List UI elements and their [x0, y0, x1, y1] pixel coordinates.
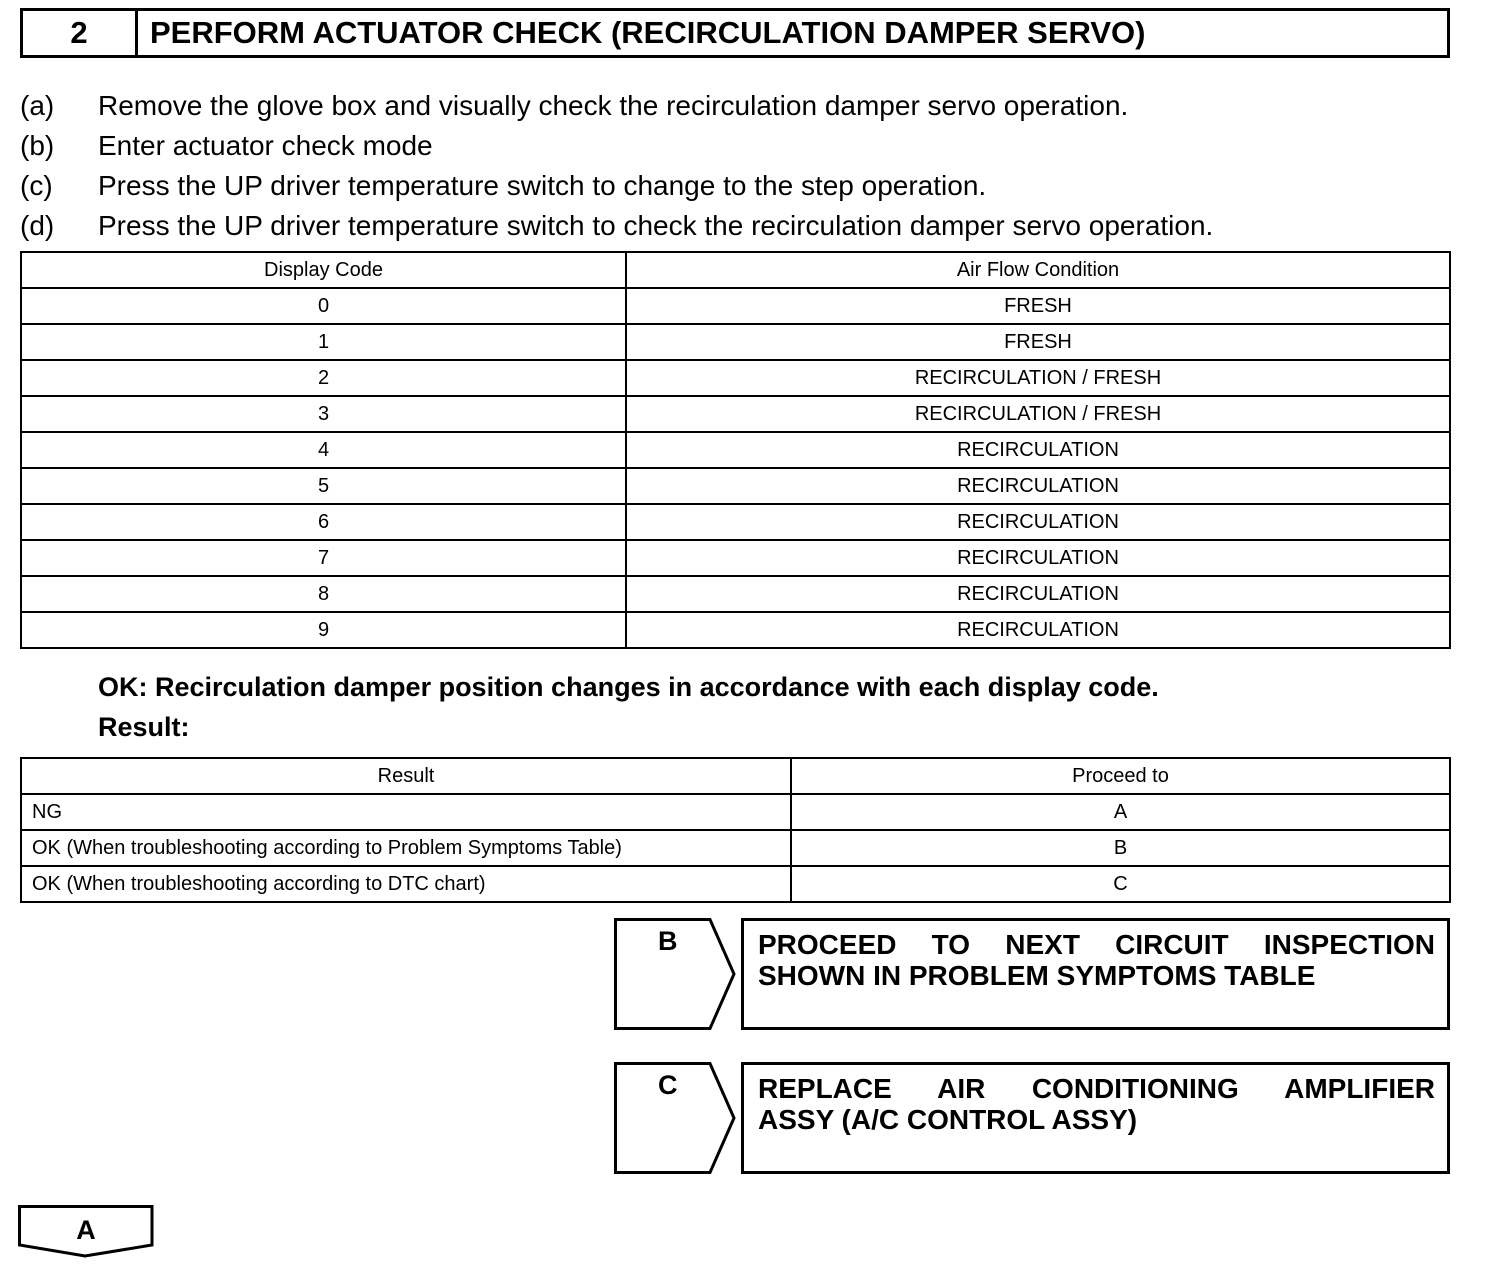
instruction-text: Press the UP driver temperature switch to check the recirculation damper servo operation. [98, 210, 1214, 241]
result-table [20, 757, 1451, 903]
instruction-item [20, 126, 1460, 166]
instruction-label: (c) [20, 170, 53, 201]
air-flow-cell: RECIRCULATION [626, 540, 1450, 576]
air-flow-cell: RECIRCULATION [626, 612, 1450, 648]
column-header-result: Result [21, 758, 791, 794]
display-code-cell: 7 [21, 540, 626, 576]
result-label: Result: [98, 712, 190, 742]
proceed-to-cell: C [791, 866, 1450, 902]
table-header-row [21, 252, 1450, 288]
action-text-line: SHOWN IN PROBLEM SYMPTOMS TABLE [758, 960, 1316, 991]
instruction-label: (d) [20, 210, 55, 241]
air-flow-cell: RECIRCULATION [626, 432, 1450, 468]
action-box-c [741, 1062, 1450, 1174]
display-code-cell: 5 [21, 468, 626, 504]
action-text-line: ASSY (A/C CONTROL ASSY) [758, 1104, 1138, 1135]
action-text-line: PROCEED TO NEXT CIRCUIT INSPECTION [758, 929, 1435, 960]
instruction-text: Press the UP driver temperature switch to change to the step operation. [98, 170, 987, 201]
instruction-item [20, 206, 1460, 246]
instruction-item [20, 166, 1460, 206]
display-code-cell: 4 [21, 432, 626, 468]
result-cell: NG [21, 794, 791, 830]
air-flow-cell: RECIRCULATION [626, 468, 1450, 504]
display-code-cell: 0 [21, 288, 626, 324]
step-title: PERFORM ACTUATOR CHECK (RECIRCULATION DAMPER SERVO) [150, 15, 1146, 50]
table-row [21, 830, 1450, 866]
action-text-line: REPLACE AIR CONDITIONING AMPLIFIER [758, 1073, 1435, 1104]
branch-arrow-a [18, 1205, 158, 1259]
air-flow-cell: RECIRCULATION / FRESH [626, 360, 1450, 396]
air-flow-cell: FRESH [626, 288, 1450, 324]
table-header-row [21, 758, 1450, 794]
branch-letter: A [76, 1215, 96, 1245]
step-number: 2 [23, 11, 138, 55]
air-flow-cell: RECIRCULATION / FRESH [626, 396, 1450, 432]
table-row [21, 360, 1450, 396]
result-cell: OK (When troubleshooting according to Problem Symptoms Table) [21, 830, 791, 866]
instruction-label: (b) [20, 130, 55, 161]
column-header-air-flow: Air Flow Condition [626, 252, 1450, 288]
instruction-item [20, 86, 1460, 126]
proceed-to-cell: B [791, 830, 1450, 866]
step-header [20, 8, 1450, 58]
instruction-list [20, 86, 1460, 246]
table-row [21, 432, 1450, 468]
air-flow-cell: RECIRCULATION [626, 504, 1450, 540]
instruction-text: Enter actuator check mode [98, 130, 433, 161]
column-header-proceed-to: Proceed to [791, 758, 1450, 794]
table-row [21, 468, 1450, 504]
table-row [21, 612, 1450, 648]
branch-arrow-c [614, 1062, 738, 1174]
table-row [21, 396, 1450, 432]
display-code-table [20, 251, 1451, 649]
display-code-cell: 3 [21, 396, 626, 432]
branch-arrow-b [614, 918, 738, 1030]
action-box-b [741, 918, 1450, 1030]
display-code-cell: 6 [21, 504, 626, 540]
air-flow-cell: FRESH [626, 324, 1450, 360]
instruction-text: Remove the glove box and visually check the recirculation damper servo operation. [98, 90, 1129, 121]
instruction-label: (a) [20, 90, 55, 121]
display-code-cell: 2 [21, 360, 626, 396]
table-row [21, 794, 1450, 830]
branch-letter: B [658, 926, 678, 956]
table-row [21, 866, 1450, 902]
air-flow-cell: RECIRCULATION [626, 576, 1450, 612]
table-row [21, 576, 1450, 612]
table-row [21, 288, 1450, 324]
display-code-cell: 9 [21, 612, 626, 648]
display-code-cell: 1 [21, 324, 626, 360]
table-row [21, 504, 1450, 540]
table-row [21, 324, 1450, 360]
proceed-to-cell: A [791, 794, 1450, 830]
table-row [21, 540, 1450, 576]
ok-criteria: OK: Recirculation damper position changes in accordance with each display code. [98, 672, 1159, 702]
result-cell: OK (When troubleshooting according to DTC chart) [21, 866, 791, 902]
display-code-cell: 8 [21, 576, 626, 612]
branch-letter: C [658, 1070, 678, 1100]
column-header-display-code: Display Code [21, 252, 626, 288]
